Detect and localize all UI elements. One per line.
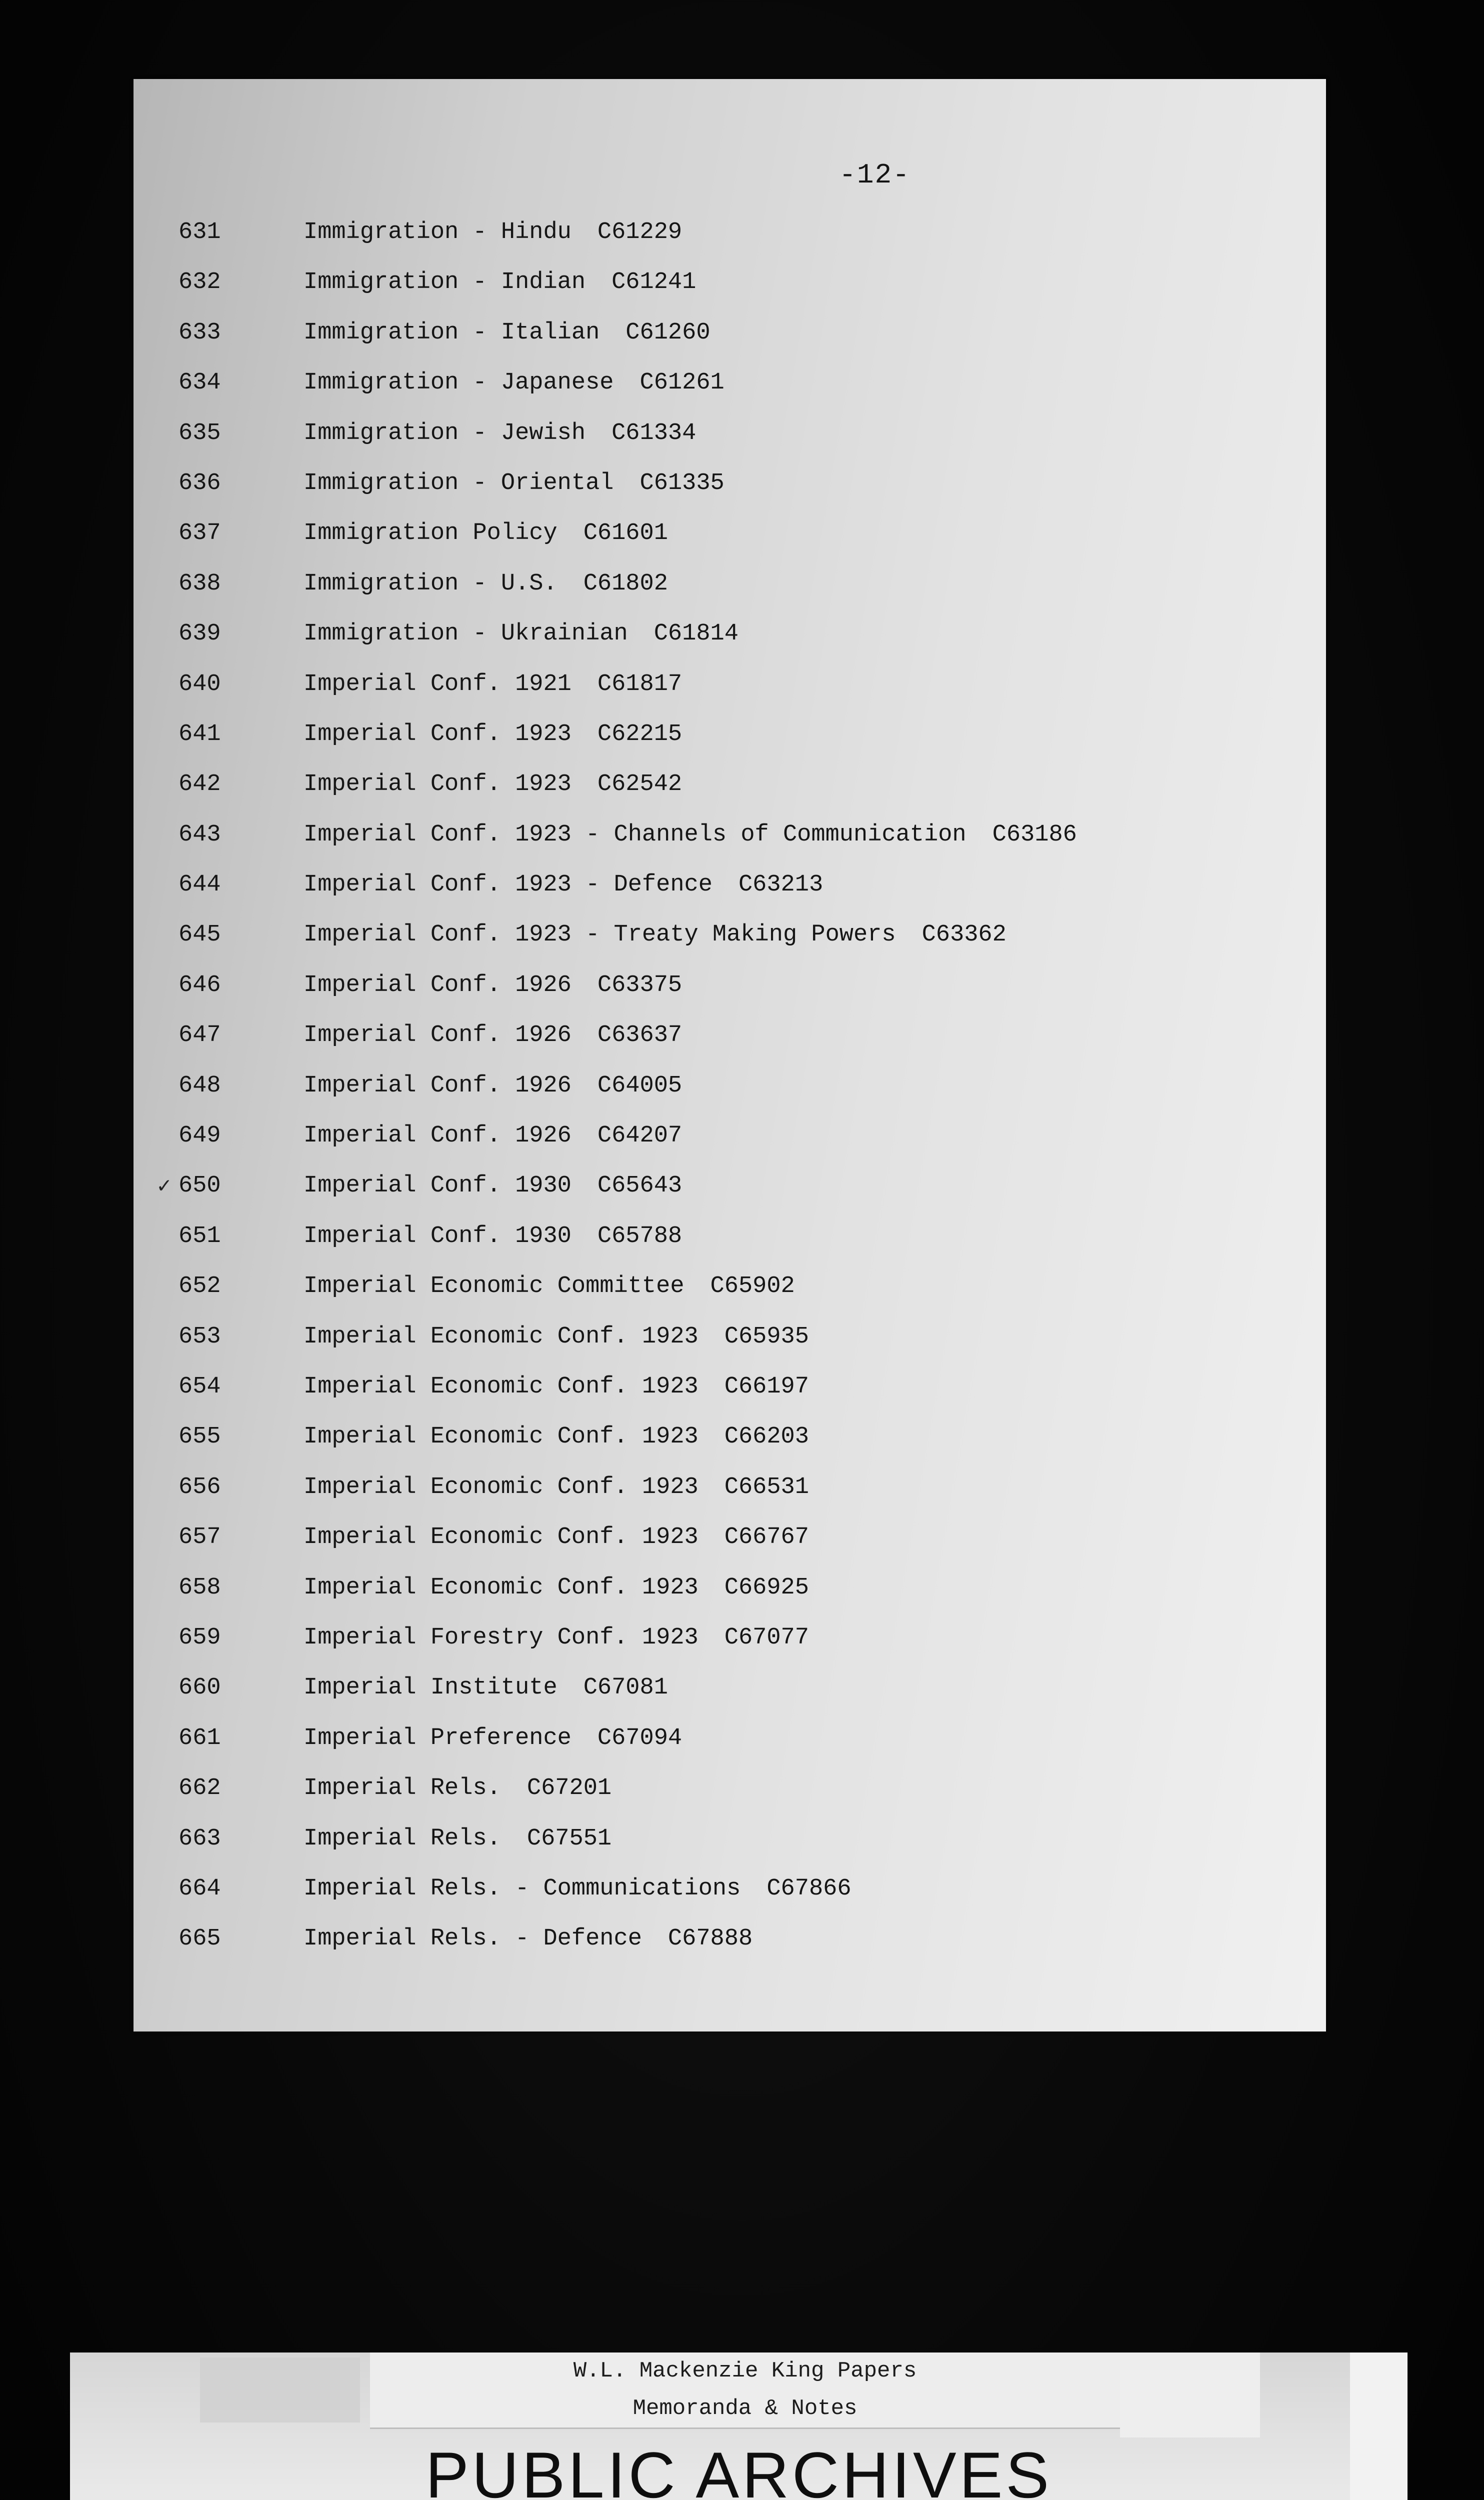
entry-subject-line: [304, 922, 1006, 948]
entry-subject: Imperial Rels.: [304, 1775, 501, 1802]
tape-piece-left: [200, 2358, 360, 2422]
entry-subject: Imperial Conf. 1926: [304, 1022, 572, 1049]
entry-number: 635: [178, 420, 221, 446]
entry-number: 654: [178, 1373, 221, 1400]
list-item: [134, 1775, 1326, 1825]
entry-subject-line: [304, 972, 682, 998]
entry-code: C61241: [612, 269, 696, 296]
entry-subject: Imperial Rels.: [304, 1825, 501, 1852]
entry-number: 645: [178, 922, 221, 948]
archive-label: [70, 2352, 1408, 2500]
entry-code: C65643: [597, 1172, 682, 1200]
entry-number: 644: [178, 872, 221, 898]
entry-subject: Immigration - Oriental: [304, 470, 614, 496]
entry-subject-line: [304, 370, 724, 396]
entry-subject-line: [304, 1524, 809, 1550]
entry-subject-line: [304, 1122, 682, 1149]
entry-code: C65788: [597, 1222, 682, 1250]
entry-subject: Imperial Economic Conf. 1923: [304, 1373, 698, 1400]
entry-subject: Imperial Economic Conf. 1923: [304, 1323, 698, 1350]
entry-subject-line: [304, 219, 682, 246]
entry-number: 642: [178, 771, 221, 798]
entry-number: 664: [178, 1875, 221, 1902]
archive-name-english: PUBLIC ARCHIVES: [425, 2438, 1052, 2500]
entry-subject-line: [304, 1273, 795, 1300]
list-item: [134, 771, 1326, 821]
entry-subject: Imperial Conf. 1923 - Treaty Making Powers: [304, 922, 896, 948]
entry-subject-line: [304, 620, 738, 647]
entry-number: 660: [178, 1674, 221, 1702]
entry-subject-line: [304, 1474, 809, 1500]
list-item: [134, 420, 1326, 470]
entry-number: 659: [178, 1624, 221, 1651]
entry-subject-line: [304, 570, 668, 597]
list-item: [134, 1926, 1326, 1976]
entry-subject: Immigration - Italian: [304, 319, 600, 346]
series-name: Memoranda & Notes: [632, 2396, 858, 2421]
entry-subject: Imperial Economic Committee: [304, 1273, 684, 1300]
entry-subject: Imperial Conf. 1923: [304, 771, 572, 798]
tape-piece-right: [1120, 2352, 1260, 2438]
list-item: [134, 219, 1326, 269]
document-page: [134, 79, 1326, 2032]
entry-subject: Imperial Economic Conf. 1923: [304, 1474, 698, 1500]
entry-number: 653: [178, 1323, 221, 1350]
entry-code: C66767: [724, 1524, 809, 1551]
entry-number: 640: [178, 670, 221, 698]
list-item: [134, 1223, 1326, 1273]
list-item: [134, 721, 1326, 771]
entry-number: 639: [178, 620, 221, 648]
entry-code: C61601: [583, 520, 668, 547]
entry-number: 661: [178, 1724, 221, 1752]
entry-code: C67094: [597, 1724, 682, 1752]
list-item: [134, 570, 1326, 620]
entry-subject: Imperial Economic Conf. 1923: [304, 1574, 698, 1601]
entry-subject-line: [304, 520, 668, 546]
entry-subject-line: [304, 721, 682, 748]
entry-subject: Imperial Conf. 1923 - Defence: [304, 872, 712, 898]
entry-subject-line: [304, 1725, 682, 1752]
list-item: [134, 1374, 1326, 1424]
entry-subject-line: [304, 1876, 852, 1902]
list-item: [134, 972, 1326, 1022]
entry-code: C63186: [992, 821, 1077, 848]
entry-subject-line: [304, 1926, 752, 1952]
entry-subject: Imperial Conf. 1930: [304, 1172, 572, 1200]
list-item: [134, 922, 1326, 972]
entry-number: 633: [178, 319, 221, 346]
list-item: [134, 269, 1326, 319]
entry-subject-line: [304, 1826, 612, 1852]
entry-number: 656: [178, 1474, 221, 1500]
list-item: [134, 872, 1326, 922]
list-item: [134, 671, 1326, 721]
entry-subject-line: [304, 420, 696, 446]
list-item: [134, 1273, 1326, 1323]
entry-subject: Imperial Rels. - Defence: [304, 1926, 642, 1952]
entry-code: C63213: [738, 872, 824, 898]
collection-tab: [370, 2352, 1120, 2429]
entry-number: 657: [178, 1524, 221, 1551]
entry-subject-line: [304, 671, 682, 698]
entry-list: [134, 219, 1326, 1976]
entry-subject: Immigration - Indian: [304, 269, 586, 296]
entry-number: 631: [178, 219, 221, 246]
entry-code: C61335: [640, 470, 724, 496]
page-number: -12-: [839, 159, 910, 191]
entry-subject-line: [304, 320, 710, 346]
entry-code: C63637: [597, 1022, 682, 1049]
entry-number: 634: [178, 370, 221, 396]
entry-subject-line: [304, 872, 823, 898]
entry-subject: Immigration - Japanese: [304, 370, 614, 396]
entry-subject-line: [304, 1674, 668, 1701]
entry-subject-line: [304, 1624, 809, 1651]
entry-subject: Immigration - Jewish: [304, 420, 586, 446]
entry-number: 632: [178, 269, 221, 296]
list-item: [134, 1624, 1326, 1674]
list-item: [134, 470, 1326, 520]
entry-subject: Immigration - U.S.: [304, 570, 558, 597]
entry-subject-line: [304, 470, 724, 496]
entry-number: 662: [178, 1775, 221, 1802]
entry-number: 655: [178, 1424, 221, 1450]
list-item: [134, 1072, 1326, 1122]
entry-code: C66925: [724, 1574, 809, 1601]
entry-number: 651: [178, 1222, 221, 1250]
entry-subject-line: [304, 771, 682, 798]
entry-subject: Imperial Conf. 1926: [304, 1072, 572, 1099]
list-item: [134, 1122, 1326, 1172]
list-item: [134, 1876, 1326, 1926]
entry-subject-line: [304, 1424, 809, 1450]
list-item: [134, 1424, 1326, 1474]
list-item: [134, 1022, 1326, 1072]
entry-code: C63375: [597, 972, 682, 998]
entry-subject-line: [304, 822, 1077, 848]
entry-subject: Imperial Institute: [304, 1674, 558, 1702]
entry-subject: Immigration Policy: [304, 520, 558, 547]
list-item: [134, 1524, 1326, 1574]
list-item: [134, 320, 1326, 370]
entry-number: 658: [178, 1574, 221, 1601]
entry-code: C64207: [597, 1122, 682, 1150]
entry-code: C65902: [710, 1273, 795, 1300]
entry-code: C61802: [583, 570, 668, 597]
entry-code: C61334: [612, 420, 696, 446]
list-item: [134, 1725, 1326, 1775]
entry-subject: Imperial Forestry Conf. 1923: [304, 1624, 698, 1651]
entry-number: 652: [178, 1273, 221, 1300]
entry-subject: Imperial Economic Conf. 1923: [304, 1524, 698, 1551]
list-item: [134, 822, 1326, 872]
entry-subject-line: [304, 1324, 809, 1350]
list-item: [134, 1826, 1326, 1876]
entry-subject: Imperial Conf. 1921: [304, 670, 572, 698]
entry-subject-line: [304, 1172, 682, 1199]
entry-number: 646: [178, 972, 221, 998]
label-edge: [1350, 2352, 1408, 2500]
entry-number: 641: [178, 720, 221, 748]
entry-subject: Imperial Conf. 1926: [304, 972, 572, 998]
entry-code: C61814: [654, 620, 738, 648]
entry-code: C64005: [597, 1072, 682, 1099]
entry-subject-line: [304, 1223, 682, 1250]
entry-code: C61260: [626, 319, 710, 346]
entry-code: C67888: [668, 1926, 753, 1952]
entry-code: C67551: [526, 1825, 612, 1852]
entry-subject-line: [304, 269, 696, 296]
entry-code: C67866: [766, 1875, 852, 1902]
list-item: [134, 1324, 1326, 1374]
entry-subject-line: [304, 1775, 612, 1802]
entry-code: C67201: [526, 1775, 612, 1802]
entry-code: C61229: [597, 219, 682, 246]
entry-number: 648: [178, 1072, 221, 1099]
entry-code: C63362: [922, 922, 1006, 948]
entry-subject: Imperial Conf. 1926: [304, 1122, 572, 1150]
list-item: [134, 620, 1326, 670]
entry-code: C66203: [724, 1424, 809, 1450]
entry-number: 636: [178, 470, 221, 496]
entry-subject-line: [304, 1072, 682, 1099]
list-item: [134, 1474, 1326, 1524]
entry-subject-line: [304, 1574, 809, 1601]
entry-subject-line: [304, 1374, 809, 1400]
entry-number: 647: [178, 1022, 221, 1049]
entry-code: C62215: [597, 720, 682, 748]
entry-code: C67081: [583, 1674, 668, 1702]
entry-subject: Imperial Economic Conf. 1923: [304, 1424, 698, 1450]
entry-number: 643: [178, 821, 221, 848]
entry-subject: Immigration - Ukrainian: [304, 620, 628, 648]
entry-subject: Imperial Conf. 1923: [304, 720, 572, 748]
entry-number: 663: [178, 1825, 221, 1852]
entry-subject: Imperial Preference: [304, 1724, 572, 1752]
entry-number: 665: [178, 1926, 221, 1952]
list-item: [134, 1172, 1326, 1222]
list-item: [134, 1674, 1326, 1724]
entry-code: C67077: [724, 1624, 809, 1651]
entry-code: C61261: [640, 370, 724, 396]
entry-subject: Imperial Conf. 1930: [304, 1222, 572, 1250]
entry-number: 638: [178, 570, 221, 597]
entry-number: 650: [178, 1172, 221, 1200]
entry-subject-line: [304, 1022, 682, 1048]
entry-code: C66531: [724, 1474, 809, 1500]
collection-name: W.L. Mackenzie King Papers: [573, 2358, 917, 2384]
entry-code: C66197: [724, 1373, 809, 1400]
entry-number: 649: [178, 1122, 221, 1150]
entry-number: 637: [178, 520, 221, 547]
check-mark-icon: ✓: [158, 1174, 171, 1200]
list-item: [134, 1574, 1326, 1624]
entry-code: C62542: [597, 771, 682, 798]
entry-subject: Imperial Rels. - Communications: [304, 1875, 741, 1902]
list-item: [134, 370, 1326, 420]
entry-code: C65935: [724, 1323, 809, 1350]
entry-subject: Immigration - Hindu: [304, 219, 572, 246]
entry-code: C61817: [597, 670, 682, 698]
entry-subject: Imperial Conf. 1923 - Channels of Communication: [304, 821, 966, 848]
list-item: [134, 520, 1326, 570]
